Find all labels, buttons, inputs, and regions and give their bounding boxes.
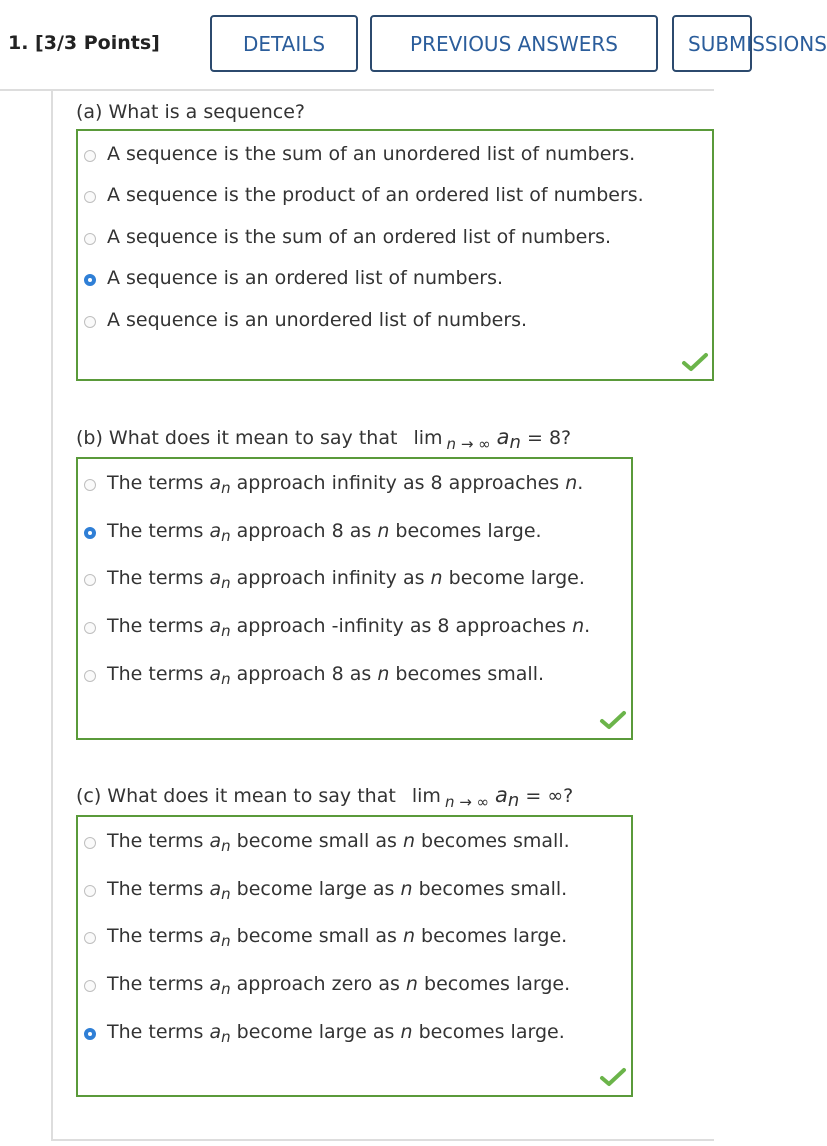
option-seq-sub: n [221,885,231,903]
option-seq-sub: n [221,932,231,950]
option-seq-var: a [209,973,222,995]
option-seq-sub: n [221,1028,231,1046]
option-prefix: The terms [107,615,204,637]
seq-sub: n [509,432,521,453]
part-b-option-5[interactable] [78,659,631,689]
limit-expression [413,425,572,453]
checkmark-icon [682,351,708,373]
option-prefix: The terms [107,925,204,947]
part-c-option-1[interactable] [78,826,631,856]
radio-button[interactable] [84,479,96,491]
option-text-pre: become small as [230,830,403,852]
option-seq-var: a [209,878,222,900]
option-seq-var: a [209,663,222,685]
part-c-option-4[interactable] [78,969,631,999]
part-b-option-1[interactable] [78,468,631,498]
radio-button[interactable] [84,980,96,992]
lim-word: lim [411,785,441,807]
option-text-post: becomes large. [389,520,542,542]
part-c-question [76,783,574,811]
option-seq-var: a [209,925,222,947]
option-text-post: become large. [442,567,585,589]
option-seq-sub: n [221,622,231,640]
content-bottom-border [51,1139,714,1141]
radio-button[interactable] [84,622,96,634]
option-seq-var: a [209,830,222,852]
option-seq-var: a [209,1021,222,1043]
option-text-post: becomes large. [412,1021,565,1043]
option-prefix: The terms [107,878,204,900]
limit-expression [411,783,574,811]
option-label [107,830,570,855]
option-seq-sub: n [221,479,231,497]
part-b-question [76,425,572,453]
lim-word: lim [413,427,443,449]
radio-button-selected[interactable] [84,274,96,286]
part-b-option-4[interactable] [78,611,631,641]
radio-button[interactable] [84,885,96,897]
part-a-option-1[interactable] [78,139,712,169]
option-text-post: becomes small. [412,878,568,900]
option-prefix: The terms [107,567,204,589]
option-seq-var: a [209,472,222,494]
option-label [107,615,591,640]
option-seq-sub: n [221,574,231,592]
part-c-option-2[interactable] [78,874,631,904]
option-text-post: becomes small. [415,830,570,852]
option-text-pre: become large as [230,1021,401,1043]
radio-button[interactable] [84,932,96,944]
checkmark-icon [600,1066,626,1088]
option-text-post: becomes small. [389,663,545,685]
option-var: n [402,925,415,947]
option-label: A sequence is the product of an ordered list of numbers. [107,184,644,206]
lim-subscript: n → ∞ [444,793,490,811]
option-text-pre: approach zero as [230,973,406,995]
option-text-post: . [584,615,591,637]
part-c-option-3[interactable] [78,921,631,951]
option-label [107,520,542,545]
radio-button[interactable] [84,574,96,586]
option-text-pre: approach infinity as 8 approaches [230,472,566,494]
option-var: n [565,472,578,494]
option-text-post: becomes large. [415,925,568,947]
option-var: n [405,973,418,995]
part-a-option-5[interactable] [78,305,712,335]
radio-button[interactable] [84,191,96,203]
question-header [0,0,827,91]
radio-button-selected[interactable] [84,1028,96,1040]
option-text-pre: become large as [230,878,401,900]
option-var: n [377,520,390,542]
question-text: (c) What does it mean to say that [76,785,396,807]
option-label [107,878,568,903]
content-left-border [51,91,53,1141]
question-text: (b) What does it mean to say that [76,427,398,449]
option-label: A sequence is an ordered list of numbers. [107,267,504,289]
radio-button[interactable] [84,837,96,849]
part-a-question: (a) What is a sequence? [76,101,306,123]
previous-answers-button[interactable]: PREVIOUS ANSWERS [370,15,658,72]
seq-var: a [496,425,510,449]
option-var: n [402,830,415,852]
option-text-post: . [577,472,584,494]
part-c-answer-box [76,815,633,1097]
option-text-post: becomes large. [417,973,571,995]
option-seq-sub: n [221,837,231,855]
option-text-pre: approach infinity as [230,567,431,589]
limit-value: = ∞? [519,785,574,807]
lim-subscript: n → ∞ [446,435,491,453]
checkmark-icon [600,709,626,731]
option-text-pre: approach -infinity as 8 approaches [230,615,573,637]
option-label [107,472,584,497]
option-seq-sub: n [221,980,231,998]
option-label [107,663,545,688]
details-button[interactable]: DETAILS [210,15,358,72]
option-prefix: The terms [107,472,204,494]
radio-button[interactable] [84,150,96,162]
seq-var: a [495,783,508,807]
option-seq-var: a [209,520,222,542]
option-prefix: The terms [107,520,204,542]
option-text-pre: approach 8 as [230,663,378,685]
option-label [107,1021,565,1046]
option-prefix: The terms [107,1021,204,1043]
radio-button[interactable] [84,233,96,245]
option-prefix: The terms [107,663,204,685]
option-label [107,973,571,998]
option-seq-sub: n [221,670,231,688]
option-label [107,567,585,592]
option-var: n [400,878,413,900]
limit-value: = 8? [520,427,572,449]
option-label: A sequence is the sum of an unordered list of numbers. [107,143,636,165]
part-b-answer-box [76,457,633,740]
option-seq-var: a [209,615,222,637]
option-seq-var: a [209,567,222,589]
part-a-answer-box [76,129,714,381]
option-text-pre: approach 8 as [230,520,378,542]
part-b-option-2[interactable] [78,516,631,546]
option-var: n [430,567,443,589]
part-c-option-5[interactable] [78,1017,631,1047]
radio-button[interactable] [84,316,96,328]
option-text-pre: become small as [230,925,403,947]
part-a-option-2[interactable] [78,180,712,210]
seq-sub: n [507,790,520,811]
option-var: n [572,615,585,637]
option-var: n [400,1021,413,1043]
question-number-points: 1. [3/3 Points] [8,32,160,54]
radio-button[interactable] [84,670,96,682]
option-label: A sequence is an unordered list of numbers. [107,309,528,331]
option-var: n [377,663,390,685]
option-prefix: The terms [107,830,204,852]
part-a-option-4[interactable] [78,263,712,293]
submissions-button[interactable]: SUBMISSIONS [672,15,752,72]
option-label [107,925,568,950]
option-prefix: The terms [107,973,204,995]
part-b-option-3[interactable] [78,563,631,593]
option-label: A sequence is the sum of an ordered list of numbers. [107,226,612,248]
radio-button-selected[interactable] [84,527,96,539]
part-a-option-3[interactable] [78,222,712,252]
option-seq-sub: n [221,527,231,545]
